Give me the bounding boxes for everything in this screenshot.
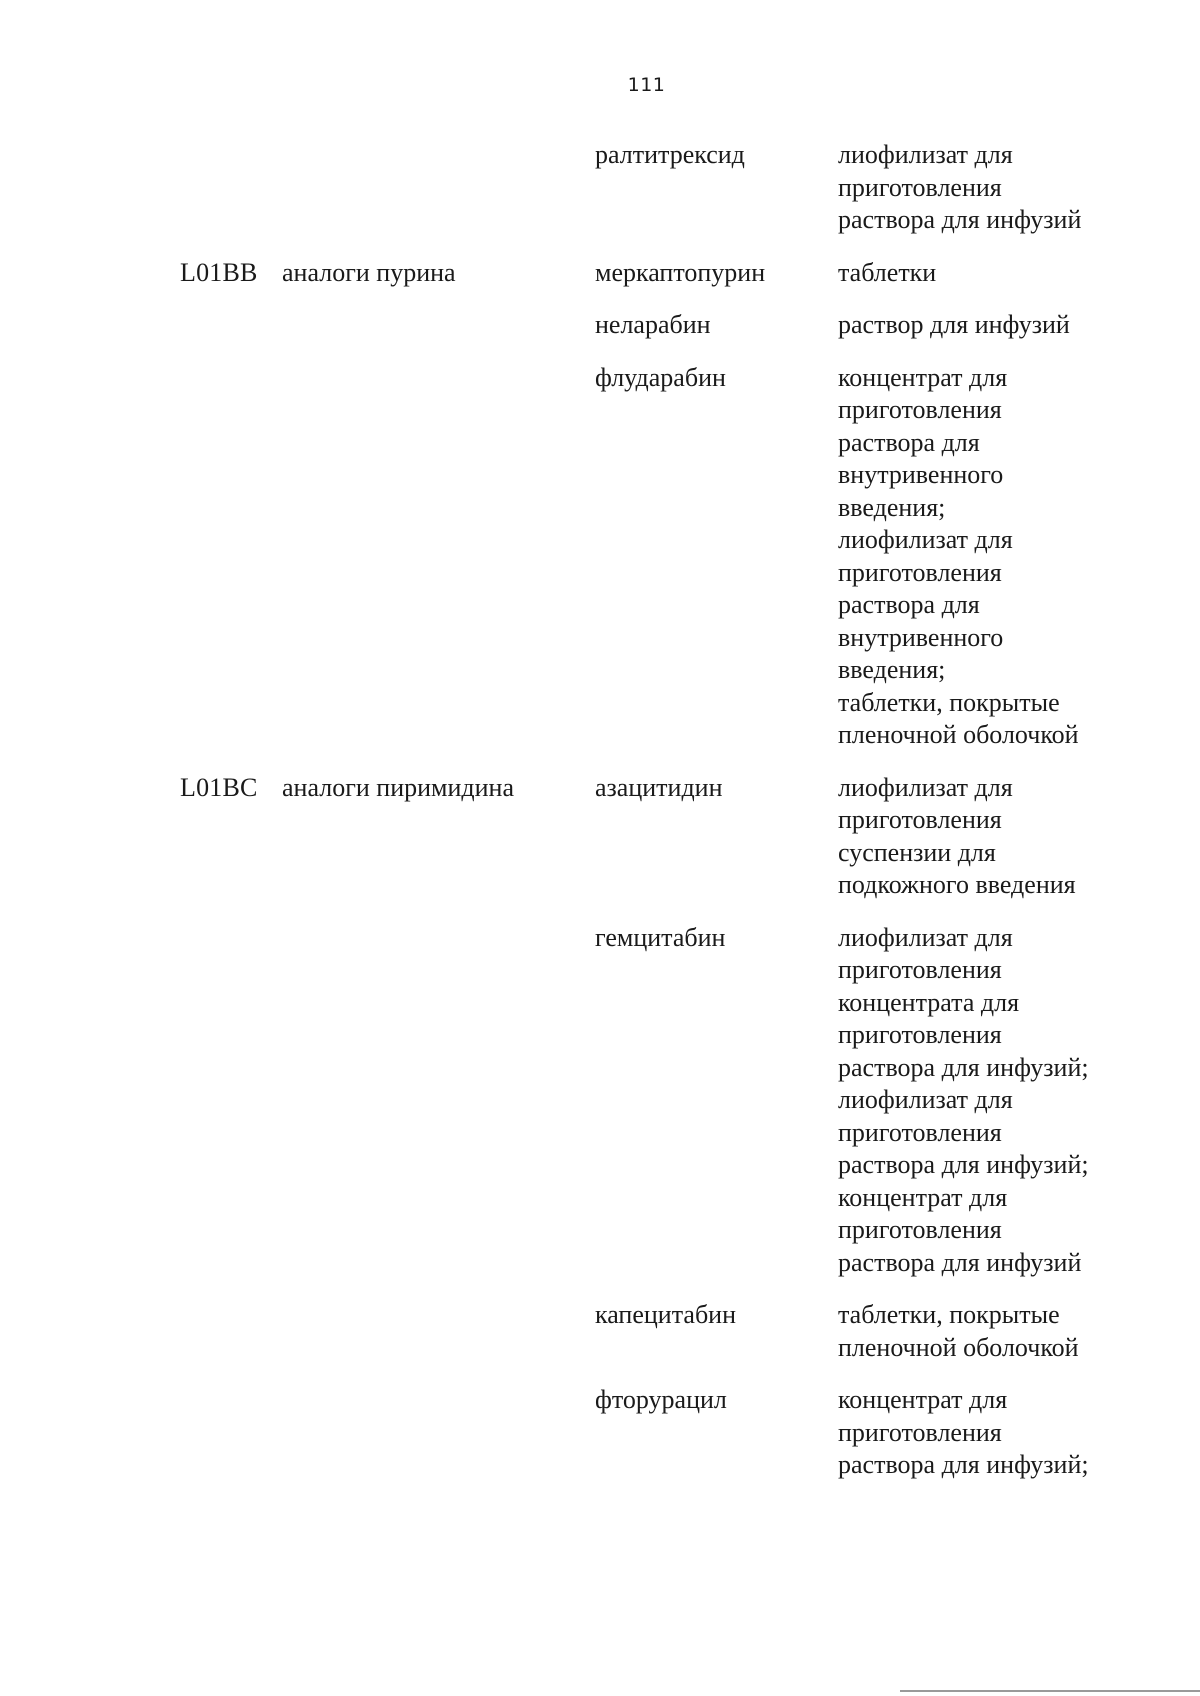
table-row bbox=[180, 1384, 1180, 1482]
pharmacological-group bbox=[282, 309, 595, 342]
pharmacological-group: аналоги пурина bbox=[282, 257, 456, 287]
table-row bbox=[180, 257, 1180, 290]
substance-name: флударабин bbox=[595, 362, 726, 392]
table-row bbox=[180, 1299, 1180, 1364]
dosage-form: лиофилизат для приготовления концентрата для приготовления раствора для инфузий; лиофилизат для приготовления раствора для инфузий; концентрат для приготовления раствора для инфузий bbox=[838, 922, 1089, 1277]
scan-edge-line bbox=[900, 1690, 1200, 1692]
dosage-form: концентрат для приготовления раствора для внутривенного введения; лиофилизат для приготовления раствора для внутривенного введения; таблетки, покрытые пленочной оболочкой bbox=[838, 362, 1079, 749]
atc-code: L01BB bbox=[180, 257, 258, 287]
pharmacological-group bbox=[282, 1384, 595, 1482]
table-row bbox=[180, 139, 1180, 237]
pharmacological-group bbox=[282, 1299, 595, 1364]
dosage-form: таблетки, покрытые пленочной оболочкой bbox=[838, 1300, 1079, 1362]
atc-code bbox=[180, 362, 282, 752]
dosage-form: раствор для инфузий bbox=[838, 310, 1070, 339]
atc-code bbox=[180, 922, 282, 1280]
atc-code: L01BC bbox=[180, 772, 258, 802]
dosage-form: концентрат для приготовления раствора для инфузий; bbox=[838, 1385, 1089, 1479]
substance-name: капецитабин bbox=[595, 1300, 736, 1329]
dosage-form: лиофилизат для приготовления суспензии для подкожного введения bbox=[838, 772, 1076, 899]
pharmacological-group bbox=[282, 922, 595, 1280]
substance-name: гемцитабин bbox=[595, 922, 726, 952]
atc-code bbox=[180, 1384, 282, 1482]
page-number: 111 bbox=[627, 74, 666, 96]
dosage-form: лиофилизат для приготовления раствора для инфузий bbox=[838, 140, 1082, 234]
substance-name: фторурацил bbox=[595, 1385, 727, 1414]
table-row bbox=[180, 922, 1180, 1280]
drug-table bbox=[180, 139, 1180, 1482]
pharmacological-group bbox=[282, 139, 595, 237]
substance-name: меркаптопурин bbox=[595, 257, 766, 287]
table-row bbox=[180, 309, 1180, 342]
atc-code bbox=[180, 1299, 282, 1364]
substance-name: азацитидин bbox=[595, 772, 723, 802]
dosage-form: таблетки bbox=[838, 257, 937, 287]
pharmacological-group bbox=[282, 362, 595, 752]
substance-name: ралтитрексид bbox=[595, 140, 745, 169]
substance-name: неларабин bbox=[595, 310, 711, 339]
table-row bbox=[180, 362, 1180, 752]
table-row bbox=[180, 772, 1180, 902]
atc-code bbox=[180, 139, 282, 237]
atc-code bbox=[180, 309, 282, 342]
pharmacological-group: аналоги пиримидина bbox=[282, 772, 514, 802]
